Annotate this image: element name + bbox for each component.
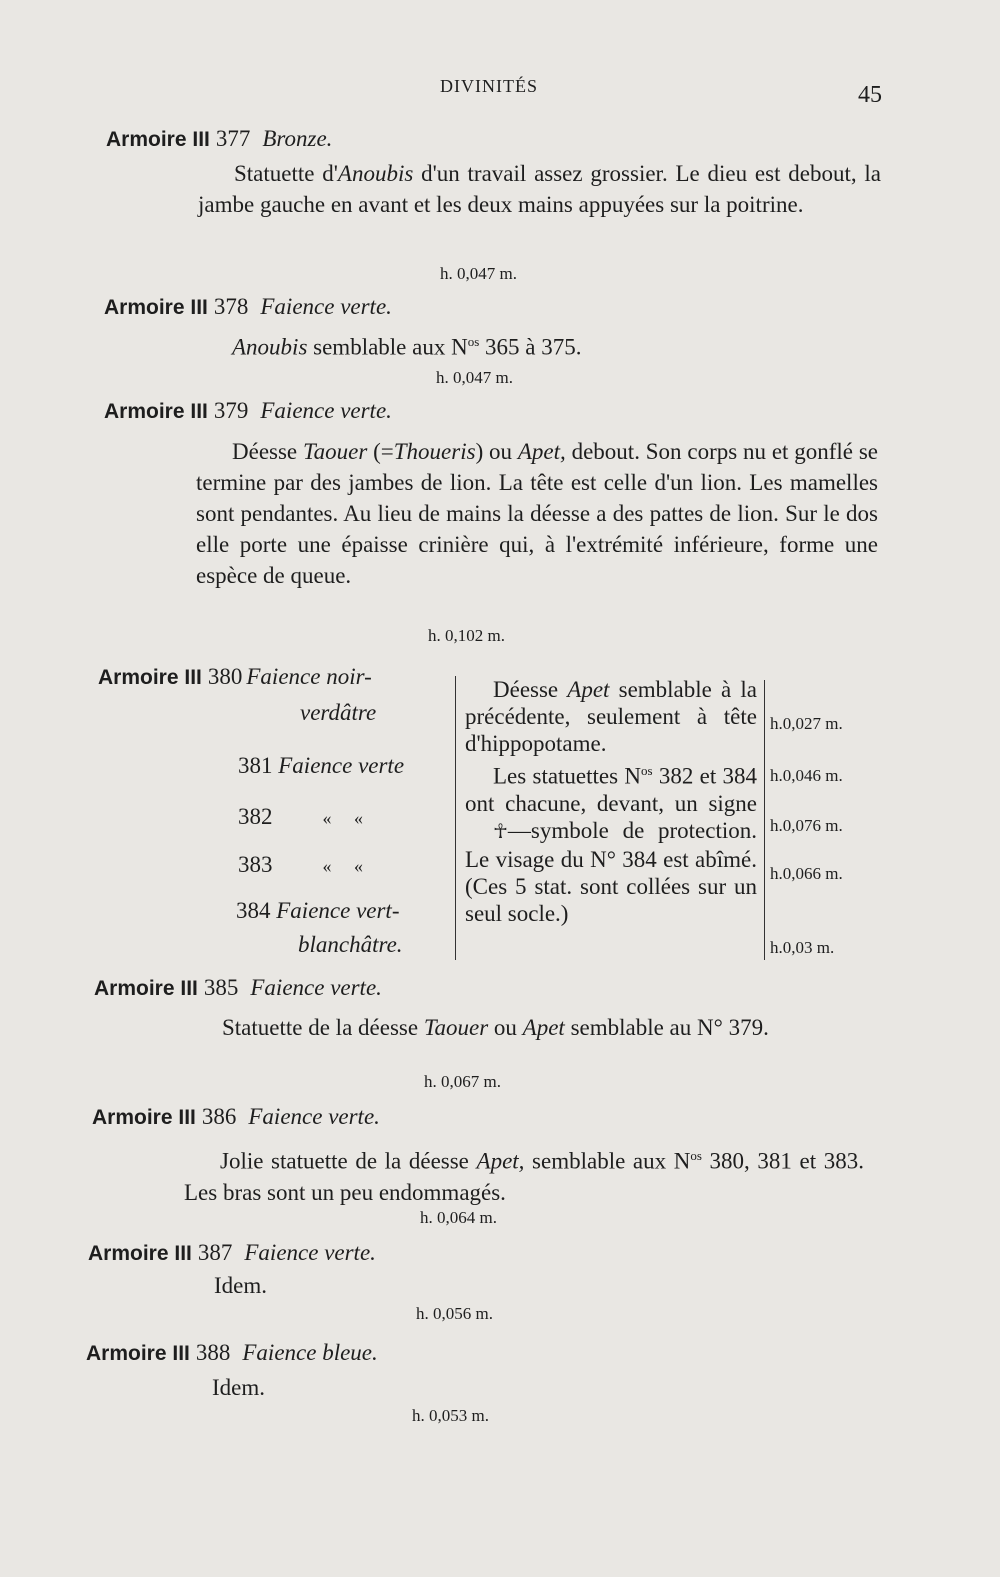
entry-384-height: h.0,03 m. [770,938,835,957]
group-description: Déesse Apet semblable à la précédente, seulement à tête d'hippopotame. Les statuettes $N^{os}$ 382 et 384 ont chacune, devant, un signe ☥—symbole de protection. Le visage du N° 384 est abîmé. (Ces 5 stat. sont collées sur un seul socle.) [465,677,757,926]
entry-384-heading: 384 Faience vert- [236,898,400,923]
entry-385-heading: Armoire III 385 Faience verte. [94,975,382,1000]
entry-378-heading: Armoire III 378 Faience verte. [104,294,392,319]
left-bracket [455,676,456,960]
entry-380-height: h.0,027 m. [770,714,843,733]
entry-386-height: h. 0,064 m. [420,1208,497,1227]
entry-384-material-cont: blanchâtre. [298,932,403,957]
entry-382-height: h.0,076 m. [770,816,843,835]
entry-383-height: h.0,066 m. [770,864,843,883]
entry-379-heading: Armoire III 379 Faience verte. [104,398,392,423]
entry-388-height: h. 0,053 m. [412,1406,489,1425]
entry-379-description: Déesse Taouer (=Thoueris) ou Apet, debout. Son corps nu et gonflé se termine par des jambes de lion. La tête est celle d'un lion. Les mamelles sont pendantes. Au lieu de mains la déesse a des pattes de lion. Sur le dos elle porte une épaisse crinière qui, à l'extrémité inférieure, forme une espèce de queue. [196,439,878,588]
right-bracket [764,680,765,960]
entry-388-heading: Armoire III 388 Faience bleue. [86,1340,378,1365]
ankh-icon: ☥ [493,820,508,843]
entry-377-height: h. 0,047 m. [440,264,517,283]
entry-381-height: h.0,046 m. [770,766,843,785]
entry-378-height: h. 0,047 m. [436,368,513,387]
entry-380-material-cont: verdâtre [300,700,377,725]
entry-381-heading: 381 Faience verte [238,753,405,778]
entry-386-description: Jolie statuette de la déesse Apet, semblable aux $N^{os}$ 380, 381 et 383. Les bras sont un peu endommagés. [184,1148,864,1205]
entry-387-description: Idem. [214,1273,268,1298]
entry-382-heading: 382 « « [238,804,363,829]
entry-383-heading: 383 « « [238,852,363,877]
entry-387-height: h. 0,056 m. [416,1304,493,1323]
entry-388-description: Idem. [212,1375,266,1400]
page-number: 45 [858,82,882,108]
entry-380-heading: Armoire III 380 Faience noir- [98,664,372,689]
entry-379-height: h. 0,102 m. [428,626,505,645]
entry-385-description: Statuette de la déesse Taouer ou Apet semblable au N° 379. [222,1015,769,1040]
entry-377-heading: Armoire III 377 Bronze. [106,126,333,151]
entry-387-heading: Armoire III 387 Faience verte. [88,1240,376,1265]
entry-378-description: Anoubis semblable aux $N^{os}$ 365 à 375. [232,334,582,360]
entry-386-heading: Armoire III 386 Faience verte. [92,1104,380,1129]
entry-385-height: h. 0,067 m. [424,1072,501,1091]
running-header: DIVINITÉS [440,76,538,96]
entry-377-description: Statuette d'Anoubis d'un travail assez grossier. Le dieu est debout, la jambe gauche en avant et les deux mains appuyées sur la poitrine. [198,161,881,217]
